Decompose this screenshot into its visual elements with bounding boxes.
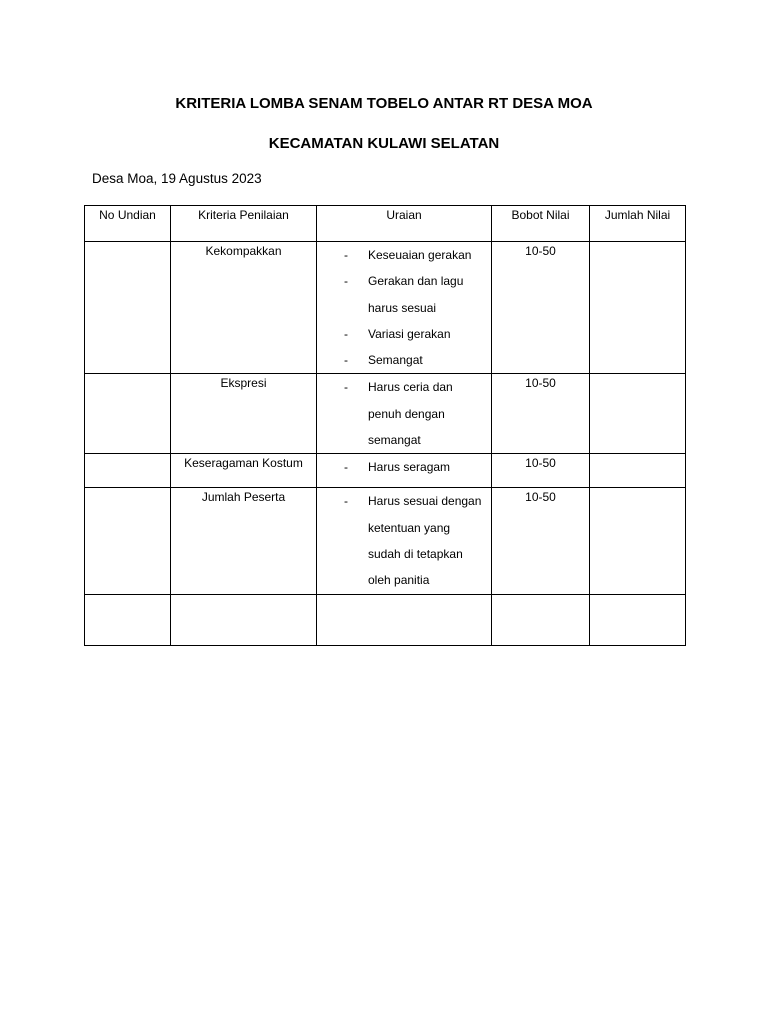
uraian-list: [317, 488, 491, 593]
cell-no-undian: [85, 454, 171, 488]
list-item: - Harus sesuai dengan: [344, 494, 482, 509]
list-item: - Harus ceria dan: [344, 380, 453, 395]
cell-jumlah: [590, 594, 686, 645]
list-item-continuation: harus sesuai: [368, 300, 437, 315]
cell-kriteria: [171, 594, 317, 645]
header-no-undian: No Undian: [85, 206, 171, 242]
table-row: [85, 488, 686, 594]
cell-kriteria: Jumlah Peserta: [171, 488, 317, 594]
cell-bobot: [492, 594, 590, 645]
uraian-list: [317, 454, 491, 480]
criteria-table: [84, 205, 686, 646]
list-item-continuation: oleh panitia: [368, 573, 430, 588]
cell-no-undian: [85, 374, 171, 454]
cell-no-undian: [85, 488, 171, 594]
list-item-continuation: penuh dengan: [368, 406, 445, 421]
place-date: Desa Moa, 19 Agustus 2023: [92, 171, 262, 186]
cell-no-undian: [85, 242, 171, 374]
cell-bobot: 10-50: [492, 454, 590, 488]
table-header-row: [85, 206, 686, 242]
uraian-list: [317, 242, 491, 373]
table-row-empty: [85, 594, 686, 645]
cell-jumlah: [590, 454, 686, 488]
cell-kriteria: Keseragaman Kostum: [171, 454, 317, 488]
cell-uraian: [317, 594, 492, 645]
cell-jumlah: [590, 374, 686, 454]
cell-bobot: 10-50: [492, 374, 590, 454]
document-title: KRITERIA LOMBA SENAM TOBELO ANTAR RT DESA MOA: [175, 95, 593, 112]
list-item: - Semangat: [344, 353, 423, 368]
list-item-continuation: semangat: [368, 433, 421, 448]
document-subtitle: KECAMATAN KULAWI SELATAN: [268, 135, 500, 152]
list-item: - Harus seragam: [344, 460, 451, 475]
table-row: [85, 242, 686, 374]
list-item: - Variasi gerakan: [344, 326, 451, 341]
cell-kriteria: Ekspresi: [171, 374, 317, 454]
cell-bobot: 10-50: [492, 242, 590, 374]
table-row: [85, 454, 686, 488]
cell-uraian: [317, 374, 492, 454]
list-item-continuation: sudah di tetapkan: [368, 546, 463, 561]
cell-bobot: 10-50: [492, 488, 590, 594]
cell-kriteria: Kekompakkan: [171, 242, 317, 374]
table-row: [85, 374, 686, 454]
header-kriteria-penilaian: Kriteria Penilaian: [171, 206, 317, 242]
cell-uraian: [317, 242, 492, 374]
cell-jumlah: [590, 242, 686, 374]
list-item-continuation: ketentuan yang: [368, 520, 451, 535]
list-item: - Keseuaian gerakan: [344, 248, 472, 262]
header-uraian: Uraian: [317, 206, 492, 242]
uraian-list: [317, 374, 491, 453]
cell-jumlah: [590, 488, 686, 594]
cell-uraian: [317, 488, 492, 594]
list-item: - Gerakan dan lagu: [344, 274, 464, 289]
cell-uraian: [317, 454, 492, 488]
cell-no-undian: [85, 594, 171, 645]
header-jumlah-nilai: Jumlah Nilai: [590, 206, 686, 242]
header-bobot-nilai: Bobot Nilai: [492, 206, 590, 242]
